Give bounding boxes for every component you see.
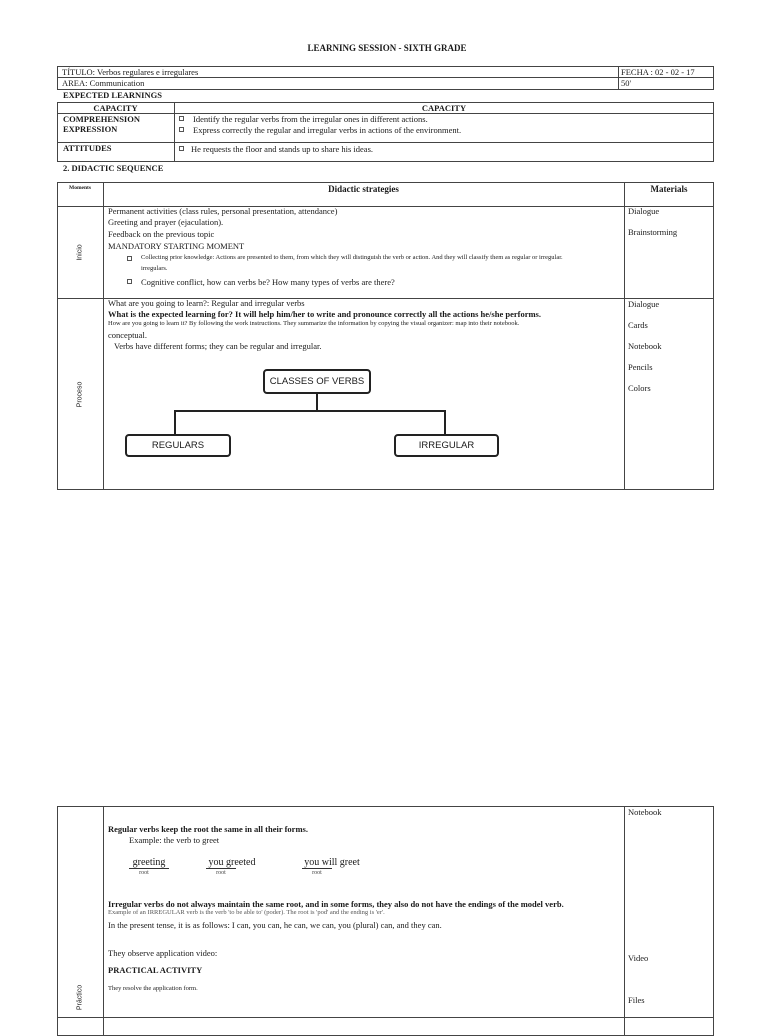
moment-inicio: Inicio bbox=[76, 244, 84, 261]
regular-verbs-title: Regular verbs keep the root the same in all their forms. bbox=[108, 824, 308, 834]
comprehension-label: COMPREHENSION bbox=[63, 114, 140, 124]
bullet-icon bbox=[179, 127, 184, 132]
material-item: Colors bbox=[628, 383, 651, 393]
example-text: Example: the verb to greet bbox=[129, 835, 220, 845]
root-label: root bbox=[312, 870, 322, 876]
inicio-bullet-cont: irregulars. bbox=[141, 265, 168, 272]
capacity-header-2: CAPACITY bbox=[421, 103, 467, 113]
capacity-item: Identify the regular verbs from the irregular ones in different actions. bbox=[193, 114, 428, 124]
practical-activity-heading: PRACTICAL ACTIVITY bbox=[108, 965, 203, 975]
didactic-sequence-heading: 2. DIDACTIC SEQUENCE bbox=[63, 163, 164, 173]
capacity-header-1: CAPACITY bbox=[93, 103, 138, 113]
proceso-line: Verbs have different forms; they can be regular and irregular. bbox=[114, 341, 322, 351]
diagram-irregular-node: IRREGULAR bbox=[394, 434, 499, 457]
example-word: you will greet bbox=[304, 857, 360, 868]
inicio-line: MANDATORY STARTING MOMENT bbox=[108, 241, 245, 251]
irregular-example: Example of an IRREGULAR verb is the verb 'to be able to' (poder). The root is 'pod' and the ending is 'er'. bbox=[108, 909, 385, 916]
example-word: you greeted bbox=[208, 857, 256, 868]
moments-header: Moments bbox=[69, 185, 91, 191]
inicio-line: Greeting and prayer (ejaculation). bbox=[108, 217, 224, 227]
bullet-icon bbox=[127, 279, 132, 284]
moment-proceso: Proceso bbox=[76, 381, 84, 408]
irregular-verbs-title: Irregular verbs do not always maintain the same root, and in some forms, they also do not have the endings of the model verb. bbox=[108, 899, 564, 909]
proceso-line: What are you going to learn?: Regular and irregular verbs bbox=[108, 298, 305, 308]
bullet-icon bbox=[127, 256, 132, 261]
area-field: AREA: Communication bbox=[62, 78, 145, 88]
attitudes-label: ATTITUDES bbox=[63, 143, 112, 153]
inicio-bullet: Cognitive conflict, how can verbs be? How many types of verbs are there? bbox=[141, 277, 395, 287]
material-item: Brainstorming bbox=[628, 227, 678, 237]
material-item: Notebook bbox=[628, 341, 662, 351]
proceso-line: What is the expected learning for? It will help him/her to write and pronounce correctly all the actions he/she performs. bbox=[108, 309, 541, 319]
strategies-header: Didactic strategies bbox=[328, 184, 399, 194]
diagram-regulars-node: REGULARS bbox=[125, 434, 231, 457]
material-item: Notebook bbox=[628, 807, 662, 817]
root-label: root bbox=[216, 870, 226, 876]
document-title: LEARNING SESSION - SIXTH GRADE bbox=[307, 43, 467, 53]
material-item: Dialogue bbox=[628, 299, 660, 309]
material-item: Files bbox=[628, 995, 645, 1005]
example-word: greeting bbox=[132, 857, 166, 868]
video-text: They observe application video: bbox=[108, 948, 218, 958]
material-item: Video bbox=[628, 953, 649, 963]
titulo-field: TÍTULO: Verbos regulares e irregulares bbox=[62, 67, 199, 77]
bullet-icon bbox=[179, 116, 184, 121]
material-item: Cards bbox=[628, 320, 648, 330]
time-field: 50' bbox=[621, 78, 632, 88]
fecha-field: FECHA : 02 - 02 - 17 bbox=[621, 67, 695, 77]
capacity-item: Express correctly the regular and irregular verbs in actions of the environment. bbox=[193, 125, 462, 135]
root-label: root bbox=[139, 870, 149, 876]
material-item: Dialogue bbox=[628, 206, 660, 216]
diagram-root-node: CLASSES OF VERBS bbox=[263, 369, 371, 394]
materials-header: Materials bbox=[650, 184, 688, 194]
inicio-line: Feedback on the previous topic bbox=[108, 229, 215, 239]
bullet-icon bbox=[179, 146, 184, 151]
inicio-line: Permanent activities (class rules, personal presentation, attendance) bbox=[108, 206, 338, 216]
expression-label: EXPRESSION bbox=[63, 124, 118, 134]
resolve-text: They resolve the application form. bbox=[108, 985, 198, 992]
expected-learnings-heading: EXPECTED LEARNINGS bbox=[63, 90, 162, 100]
proceso-line: How are you going to learn it? By following the work instructions. They summarize the information by copying the visual organizer: map into their notebook. bbox=[108, 320, 520, 327]
proceso-line: conceptual. bbox=[108, 330, 147, 340]
inicio-bullet: Collecting prior knowledge: Actions are presented to them, from which they will distinguish the verb or action. And they will classify them as regular or irregular. bbox=[141, 254, 563, 261]
material-item: Pencils bbox=[628, 362, 653, 372]
moment-practico: Práctico bbox=[76, 984, 84, 1011]
attitude-item: He requests the floor and stands up to share his ideas. bbox=[191, 144, 373, 154]
present-tense-text: In the present tense, it is as follows: I can, you can, he can, we can, you (plural) can, and they can. bbox=[108, 920, 442, 930]
